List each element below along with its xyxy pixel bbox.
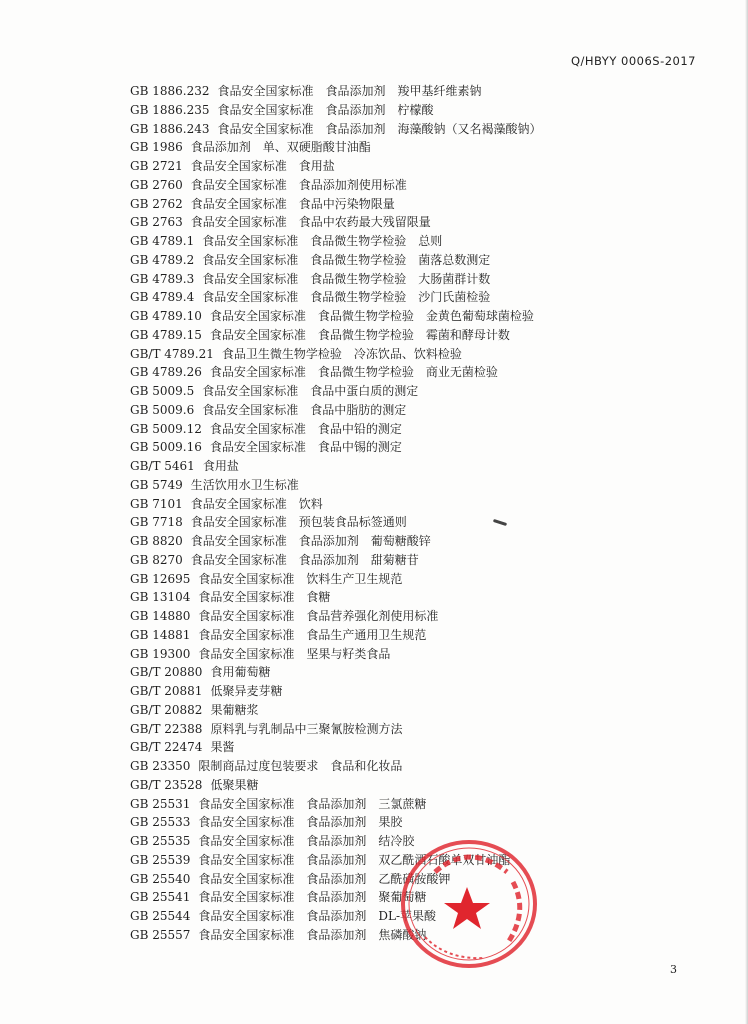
standard-row — [130, 420, 690, 439]
standard-title: 食品安全国家标准 食品中蛋白质的测定 — [202, 384, 419, 398]
standard-code: GB 12695 — [130, 571, 191, 586]
standard-code: GB/T 20882 — [130, 702, 203, 717]
standard-row — [130, 326, 690, 345]
standard-title: 食品安全国家标准 食品添加剂 三氯蔗糖 — [198, 796, 427, 811]
standard-title: 食品安全国家标准 食品中脂肪的测定 — [202, 402, 407, 417]
standard-row — [130, 570, 690, 589]
standard-code: GB 4789.10 — [130, 309, 202, 323]
standard-code: GB 1886.235 — [130, 102, 210, 117]
standard-row — [130, 232, 690, 251]
standard-code: GB 5009.16 — [130, 440, 202, 455]
standard-code: GB/T 20880 — [130, 665, 203, 680]
standard-code: GB/T 22474 — [130, 740, 203, 755]
standard-title: 食品安全国家标准 食用盐 — [190, 159, 335, 173]
standard-row — [130, 776, 690, 795]
standard-title: 食品添加剂 单、双硬脂酸甘油酯 — [190, 140, 371, 155]
standard-row — [130, 176, 690, 195]
standard-row — [130, 195, 690, 214]
standard-code: GB 25541 — [130, 890, 191, 905]
standard-title: 食品安全国家标准 饮料生产卫生规范 — [198, 571, 403, 586]
standard-title: 食用葡萄糖 — [210, 665, 271, 680]
page-number: 3 — [670, 963, 677, 976]
standard-row — [130, 551, 690, 570]
standard-title: 食品安全国家标准 食品添加剂 海藻酸钠（又名褐藻酸钠） — [217, 121, 542, 136]
standard-row — [130, 607, 690, 626]
standard-code: GB 25531 — [130, 796, 191, 811]
standard-title: 食品安全国家标准 食品添加剂 DL-苹果酸 — [198, 909, 437, 923]
standard-code: GB 25539 — [130, 852, 191, 867]
standard-row — [130, 401, 690, 420]
standard-code: GB 8270 — [130, 552, 183, 567]
standard-title: 食品安全国家标准 食品中铅的测定 — [209, 421, 402, 436]
standard-title: 食品安全国家标准 坚果与籽类食品 — [198, 646, 391, 661]
standard-title: 食品安全国家标准 食品添加剂 柠檬酸 — [217, 102, 434, 117]
standard-code: GB 2763 — [130, 215, 183, 230]
standard-code: GB 25540 — [130, 871, 191, 886]
standard-row — [130, 382, 690, 401]
standard-row — [130, 288, 690, 307]
standard-title: 食品安全国家标准 预包装食品标签通则 — [190, 515, 407, 530]
standard-code: GB 25544 — [130, 909, 191, 923]
standard-code: GB 5749 — [130, 477, 183, 492]
standard-row — [130, 720, 690, 739]
standard-title: 食品安全国家标准 食糖 — [198, 590, 331, 605]
company-seal — [395, 832, 543, 972]
standard-row — [130, 213, 690, 232]
standard-row — [130, 645, 690, 664]
standard-code: GB 2721 — [130, 159, 183, 173]
standard-code: GB 25535 — [130, 834, 191, 848]
standard-code: GB 13104 — [130, 590, 191, 605]
standard-code: GB 1986 — [130, 140, 183, 155]
standard-title: 食品安全国家标准 食品微生物学检验 金黄色葡萄球菌检验 — [209, 309, 534, 323]
standard-title: 食品安全国家标准 食品添加剂 焦磷酸钠 — [198, 927, 427, 942]
standard-row — [130, 757, 690, 776]
standard-title: 食品安全国家标准 食品微生物学检验 沙门氏菌检验 — [202, 290, 491, 305]
standard-code: GB 5009.12 — [130, 421, 202, 436]
standard-title: 食品安全国家标准 食品微生物学检验 商业无菌检验 — [209, 365, 498, 380]
standard-code: GB 25557 — [130, 927, 191, 942]
standard-title: 食用盐 — [202, 459, 239, 473]
standards-list — [130, 82, 690, 945]
standard-row — [130, 682, 690, 701]
standard-code: GB 25533 — [130, 815, 191, 830]
standard-title: 生活饮用水卫生标准 — [190, 477, 299, 492]
standard-code: GB/T 4789.21 — [130, 346, 214, 361]
standard-row — [130, 663, 690, 682]
standard-row — [130, 345, 690, 364]
standard-title: 食品安全国家标准 食品微生物学检验 大肠菌群计数 — [202, 271, 491, 286]
standard-code: GB 23350 — [130, 759, 191, 773]
star-icon — [444, 887, 490, 929]
standard-code: GB 1886.243 — [130, 121, 210, 136]
standard-code: GB 4789.2 — [130, 252, 195, 267]
standard-title: 食品安全国家标准 食品微生物学检验 总则 — [202, 234, 443, 248]
standard-code: GB 14881 — [130, 627, 191, 642]
standard-title: 食品安全国家标准 食品微生物学检验 霉菌和酵母计数 — [209, 327, 510, 342]
standard-title: 原料乳与乳制品中三聚氰胺检测方法 — [210, 721, 403, 736]
standard-row — [130, 495, 690, 514]
standard-row — [130, 476, 690, 495]
standard-title: 食品安全国家标准 食品添加剂 乙酰磺胺酸钾 — [198, 871, 451, 886]
standard-row — [130, 270, 690, 289]
standard-row — [130, 363, 690, 382]
standard-code: GB/T 22388 — [130, 721, 203, 736]
standard-code: GB 14880 — [130, 609, 191, 623]
standard-row — [130, 157, 690, 176]
standard-title: 低聚果糖 — [210, 777, 259, 792]
standard-title: 食品安全国家标准 食品中锡的测定 — [209, 440, 402, 455]
standard-code: GB 7718 — [130, 515, 183, 530]
standard-row — [130, 101, 690, 120]
standard-code: GB 4789.1 — [130, 234, 195, 248]
standard-title: 果酱 — [210, 740, 235, 755]
standard-code: GB/T 23528 — [130, 777, 203, 792]
standard-code: GB/T 5461 — [130, 459, 195, 473]
standard-row — [130, 307, 690, 326]
standard-code: GB 8820 — [130, 534, 183, 548]
standard-title: 食品安全国家标准 食品中农药最大残留限量 — [190, 215, 431, 230]
standard-code: GB 19300 — [130, 646, 191, 661]
standard-row — [130, 138, 690, 157]
standard-title: 食品安全国家标准 食品营养强化剂使用标准 — [198, 609, 439, 623]
standard-row — [130, 813, 690, 832]
standard-code: GB 2762 — [130, 196, 183, 211]
standard-row — [130, 513, 690, 532]
standard-code: GB 4789.26 — [130, 365, 202, 380]
standard-title: 食品安全国家标准 食品添加剂 结冷胶 — [198, 834, 415, 848]
standard-title: 限制商品过度包装要求 食品和化妆品 — [198, 759, 403, 773]
standard-title: 食品安全国家标准 食品添加剂 聚葡萄糖 — [198, 890, 427, 905]
standard-row — [130, 457, 690, 476]
standard-code: GB 4789.15 — [130, 327, 202, 342]
standard-row — [130, 120, 690, 139]
standard-row — [130, 82, 690, 101]
standard-code: GB 5009.6 — [130, 402, 195, 417]
standard-title: 食品安全国家标准 食品添加剂 果胶 — [198, 815, 403, 830]
standard-title: 食品安全国家标准 食品中污染物限量 — [190, 196, 395, 211]
standard-code: GB 7101 — [130, 496, 183, 511]
standard-row — [130, 532, 690, 551]
standard-row — [130, 795, 690, 814]
document-code: Q/HBYY 0006S-2017 — [570, 54, 696, 68]
standard-title: 食品安全国家标准 食品添加剂 双乙酰酒石酸单双甘油酯 — [198, 852, 511, 867]
standard-code: GB 2760 — [130, 177, 183, 192]
standard-title: 食品卫生微生物学检验 冷冻饮品、饮料检验 — [221, 346, 462, 361]
standard-row — [130, 438, 690, 457]
standard-title: 食品安全国家标准 食品添加剂 葡萄糖酸锌 — [190, 534, 431, 548]
standard-title: 食品安全国家标准 食品添加剂 羧甲基纤维素钠 — [217, 84, 482, 98]
standard-title: 食品安全国家标准 食品微生物学检验 菌落总数测定 — [202, 252, 491, 267]
standard-title: 低聚异麦芽糖 — [210, 684, 283, 698]
standard-title: 食品安全国家标准 食品添加剂使用标准 — [190, 177, 407, 192]
standard-code: GB 1886.232 — [130, 84, 210, 98]
standard-title: 食品安全国家标准 食品生产通用卫生规范 — [198, 627, 427, 642]
standard-row — [130, 701, 690, 720]
standard-code: GB 4789.4 — [130, 290, 195, 305]
standard-code: GB 5009.5 — [130, 384, 195, 398]
standard-title: 食品安全国家标准 饮料 — [190, 496, 323, 511]
standard-row — [130, 588, 690, 607]
standard-title: 果葡糖浆 — [210, 702, 259, 717]
standard-title: 食品安全国家标准 食品添加剂 甜菊糖苷 — [190, 552, 419, 567]
standard-row — [130, 626, 690, 645]
standard-row — [130, 738, 690, 757]
standard-row — [130, 251, 690, 270]
standard-code: GB/T 20881 — [130, 684, 203, 698]
standard-code: GB 4789.3 — [130, 271, 195, 286]
